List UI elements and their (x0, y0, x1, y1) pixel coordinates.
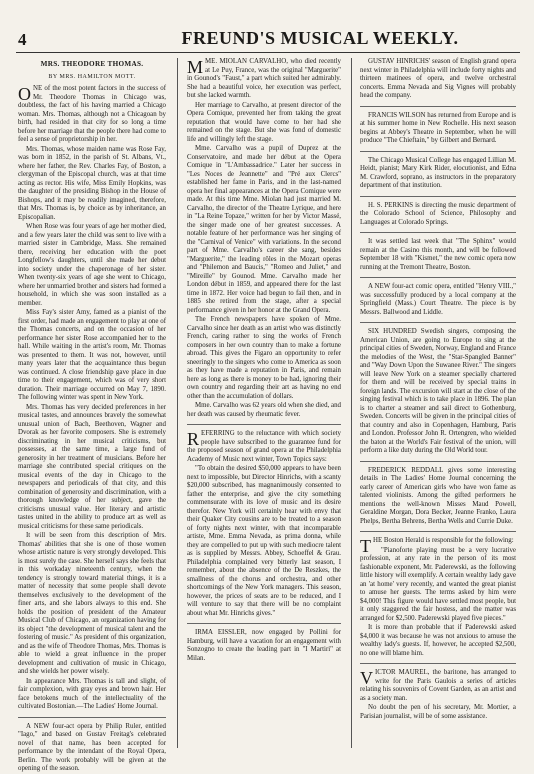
section-rule (360, 277, 516, 278)
news-item: FREDERICK REDDALL gives some interesting details in The Ladies' Home Journal concerning the early career of American girls who have won fame as talented violinists. Among the gifted performers he mentions the well-known Misses Maud Powell, Geraldine Morgan, Dora Becker, Jeanne Franko, Laura Phelps, Bertha Behrens, Bertha Wells and Currie Duke. (360, 466, 516, 525)
section-rule (360, 196, 516, 197)
column-3 (360, 58, 516, 748)
section-rule (360, 531, 516, 532)
news-item: IRMA EISSLER, now engaged by Pollini for Hamburg, will have a vacation for an engagement with Sonzogno to create the leading part in "I Martiri" at Milan. (187, 629, 341, 662)
news-item: It was settled last week that "The Sphinx" would remain at the Casino this month, and will be followed September 18 with "Kismet," the new comic opera now running at the Tremont Theatre, Boston. (360, 238, 516, 271)
article-paragraph: Miss Fay's sister Amy, famed as a pianist of the first order, had made an engagement to play at one of the Thomas concerts, and on the occasion of her performance her sister Rose accompanied her to the hall. While waiting in the artist's room, Mr. Thomas was presented to them. It was not, however, until many years later that the acquaintance thus begun was continued. A close friendship gave place in due time to their engagement, which was of very short duration. Their marriage occurred on May 7, 1890. The following winter was spent in New York. (18, 309, 166, 401)
article-paragraph: MME. MIOLAN CARVALHO, who died recently at Le Puy, France, was the original "Marguerite" in Gounod's "Faust," a part which suited her admirably. She had a beautiful voice, her execution was perfect, but she lacked warmth. (187, 57, 341, 99)
section-rule (187, 623, 341, 624)
article-title: MRS. THEODORE THOMAS. (40, 60, 144, 68)
drop-cap: R (187, 429, 200, 449)
masthead-title: FREUND'S MUSICAL WEEKLY. (181, 28, 459, 48)
article-paragraph: THE Boston Herald is responsible for the following: (360, 536, 514, 556)
news-item: The Chicago Musical College has engaged Lillian M. Heidt, pianist; Mary Kirk Rider, elocutionist, and Edna M. Crawford, soprano, as instructors in the preparatory department of that institution. (360, 156, 516, 189)
drop-cap: M (187, 57, 204, 77)
section-rule (360, 663, 516, 664)
column-divider-2 (351, 58, 352, 748)
section-rule (360, 151, 516, 152)
section-rule (360, 106, 516, 107)
article-paragraph: It will be seen from this description of Mrs. Thomas' abilities that she is one of those women whose artistic nature is very strongly developed. This is most surely the case. She herself says she feels that in this workaday nineteenth century, when the tendency is strongly toward material things, it is a matter of necessity that some people shall devote themselves exclusively to the development of the finer arts, and she labors always to this end. She holds the position of president of the Amateur Musical Club of Chicago, an organization having for its object "the development of musical talent and the fostering of music." As president of this organization, and as the wife of Theodore Thomas, Mrs. Thomas is able to wield a great influence in the proper development and cultivation of music in Chicago, and she wields her power wisely. (18, 532, 166, 675)
page-header (0, 0, 534, 52)
page-number: 4 (18, 30, 27, 49)
article-paragraph: Mrs. Thomas has very decided preferences in her musical tastes, and announces bravely the somewhat unusual union of Bach, Beethoven, Wagner and Dvorak as her favorite composers. She is extremely discriminating in her musical criticisms, but possesses, at the same time, a large fund of generosity in her treatment of musicians. Before her marriage she contributed special critiques on the musical events of the day in Chicago to the newspapers and periodicals of that city, and this combination of generosity and discrimination, with a thorough knowledge of her subject, gave the criticisms unusual value. Her literary and artistic tastes united in the ability to produce art as well as musical criticisms for these same periodicals. (18, 403, 166, 530)
news-item: SIX HUNDRED Swedish singers, composing the American Union, are going to Europe to sing at the principal cities of Sweden, Norway, England and France the melodies of the West, the "Star-Spangled Banner" and "Way Down Upon the Suwanee River." The singers will leave New York on a steamer specially chartered for them and will be received by special trains in foreign lands. The excursion will start at the close of the singing festival which is to take place in 1896. The plan is to charter a steamer and sail direct to Gothenburg, Sweden. Concerts will be given in the principal cities of that country and also in Copenhagen, Hamburg, Paris and London. Professor John R. Ortengren, who wielded the baton at the World's Fair festival of the union, will perform a like duty during the Old World tour. (360, 328, 516, 454)
article-paragraph: In appearance Mrs. Thomas is tall and slight, of fair complexion, with gray eyes and brown hair. Her face betokens much of the intellectuality of the cultivated Bostonian.—The Ladies' Home Journal. (18, 677, 166, 710)
drop-cap: V (360, 668, 373, 688)
drop-cap: T (360, 536, 371, 556)
news-item: H. S. PERKINS is directing the music department of the Colorado School of Science, Philosophy and Languages at Colorado Springs. (360, 201, 516, 226)
article-byline: BY MRS. HAMILTON MOTT. (48, 73, 136, 80)
article-paragraph: Mme. Carvalho was a pupil of Duprez at the Conservatoire, and made her début at the Opera Comique in "L'Ambassadrice." Later her success in "Les Noces de Jeannette" and "Pré aux Clercs" established her fame in Paris, and in the last-named opera her final appearances at the Opera Comique were made. At this time Mme. Miolan had just married M. Carvalho, the director of the Theatre Lyrique, and here in "La Reine Topaze," written for her by Victor Massé, the singer made one of her greatest successes. A notable feature of her performance was her singing of the "Carnival of Venice" with variations. In the second part of Mme. Carvalho's career she sang, besides "Marguerite," the leading rôles in the Mozart operas and "Philemon and Baucis," "Romeo and Juliet," and "Mireille" by Gounod. Mme. Carvalho made her London début in 1859, and appeared there for the last time in 1872. Her voice had begun to fail then, and in 1885 she retired from the stage, after a special performance given in her honor at the Grand Opera. (187, 145, 341, 314)
section-rule (360, 461, 516, 462)
article-paragraph: No doubt the pen of his secretary, Mr. Mortier, a Parisian journalist, will be of some assistance. (360, 704, 516, 720)
column-2 (187, 58, 341, 748)
article-paragraph: When Rose was four years of age her mother died, and a few years later the child was sent to live with a married sister in Cambridge, Mass. She remained there, receiving her education with the poet Longfellow's daughters, until she made her debut into society under the chaperonage of her sister. When twenty-six years of age she went to Chicago, where her unmarried brother and sisters had formed a household, in which she was soon installed as a member. (18, 223, 166, 307)
section-rule (187, 424, 341, 425)
article-paragraph: ONE of the most potent factors in the success of Mr. Theodore Thomas in Chicago was, doubtless, the fact of his having married a Chicago woman. Mrs. Thomas, although not a Chicagoan by birth, had resided in that city for so long a time before her marriage that the people there had come to feel a sense of proprietorship in her. (18, 84, 166, 143)
drop-cap: O (18, 84, 31, 104)
section-rule (18, 717, 166, 718)
article-paragraph: VICTOR MAUREL, the baritone, has arranged to write for the Paris Gaulois a series of articles relating his souvenirs of Covent Garden, as an artist and as a society man. (360, 668, 516, 702)
article-paragraph: REFERRING to the reluctance with which society people have subscribed to the guarantee fund for the proposed season of grand opera at the Philadelphia Academy of Music next winter, Town Topics says: (187, 429, 341, 463)
article-paragraph: Mme. Carvalho was 62 years old when she died, and her death was caused by rheumatic fever. (187, 402, 341, 418)
article-paragraph: The French newspapers have spoken of Mme. Carvalho since her death as an artist who was distinctly French, caring rather to sing the works of French composers in her own country than to make a fortune abroad. This gives the Figaro an opportunity to refer sneeringly to the singers who come to America as soon as they have made a reputation in Paris, and remain here as long as there is money to be had, ignoring their own country and regarding their art as having no end other than the accumulation of dollars. (187, 316, 341, 400)
news-item: FRANCIS WILSON has returned from Europe and is at his summer home in New Rochelle. His next season begins at Abbey's Theatre in September, when he will produce "The Chieftain," by Gilbert and Bernard. (360, 111, 516, 144)
news-item: A NEW four-act comic opera, entitled "Henry VIII.," was successfully produced by a local company at the Springfield (Mass.) Court Theatre. The piece is by Messrs. Ballwood and Liddle. (360, 283, 516, 316)
article-paragraph: It is more than probable that if Paderewski asked $4,000 it was because he was not anxious to amuse the wealthy lady's guests. If, however, he accepted $2,500, no one will blame him. (360, 624, 516, 657)
news-item: A NEW four-act opera by Philip Ruler, entitled "Iago," and based on Gustav Freitag's celebrated novel of that name, has been accepted for performance by the intendant of the Royal Opera, Berlin. The work probably will be given at the opening of the season. (18, 722, 166, 772)
section-rule (360, 322, 516, 323)
column-divider-1 (177, 58, 178, 748)
article-paragraph: Mrs. Thomas, whose maiden name was Rose Fay, was born in 1852, in the parish of St. Albans, Vt., where her father, the Rev. Charles Fay, of Boston, a clergyman of the Episcopal church, was at that time acting as rector. His wife, Miss Emily Hopkins, was the daughter of the presiding Bishop in the House of Bishops, and it may be readily imagined, therefore, that Mrs. Thomas is, by choice as by inheritance, an Episcopalian. (18, 145, 166, 221)
news-item: GUSTAV HINRICHS' season of English grand opera next winter in Philadelphia will include forty nights and thirteen matinees of opera, and twelve orchestral concerts. Emma Nevada and Sig Vignes will probably head the company. (360, 58, 516, 99)
section-rule (360, 232, 516, 233)
column-1 (18, 58, 166, 772)
article-quote: "To obtain the desired $50,000 appears to have been next to impossible, but Director Hinrichs, with a scanty $20,000 subscribed, has magnanimously consented to father the enterprise, and give the city something commensurate with its love of music and its desire therefor. New York will certainly hear with envy that their Quaker City cousins are to be treated to a season of forty nights next winter, with that incomparable artiste, Mme. Emma Nevada, as prima donna, while they are compelled to put up with such mediocre talent as is supplied by Messrs. Abbey, Schoeffel & Grau. Philadelphia complained very bitterly last season, I remember, about the absence of the De Reszkes, the smallness of the chorus and orchestra, and other shortcomings of the New York managers. This season, however, the prices of seats are to be reduced, and I will venture to say that there will be no complaint about what Mr. Hinrichs gives." (187, 465, 341, 617)
header-rule (16, 52, 520, 53)
article-quote: "Pianoforte playing must be a very lucrative profession, at any rate in the person of its most fashionable exponent, Mr. Paderewski, as the following little history will exemplify. A certain wealthy lady gave an 'at home' very recently, and wanted the great pianist to amuse her guests. The terms asked by him were $4,000! This figure would have settled most people, but it only staggered the fair hostess, and the matter was arranged for $2,500. Paderewski played five pieces." (360, 546, 516, 622)
article-paragraph: Her marriage to Carvalho, at present director of the Opera Comique, prevented her from taking the great reputation that would have come to her had she remained on the stage. But she was fond of domestic life and willingly left the stage. (187, 101, 341, 143)
